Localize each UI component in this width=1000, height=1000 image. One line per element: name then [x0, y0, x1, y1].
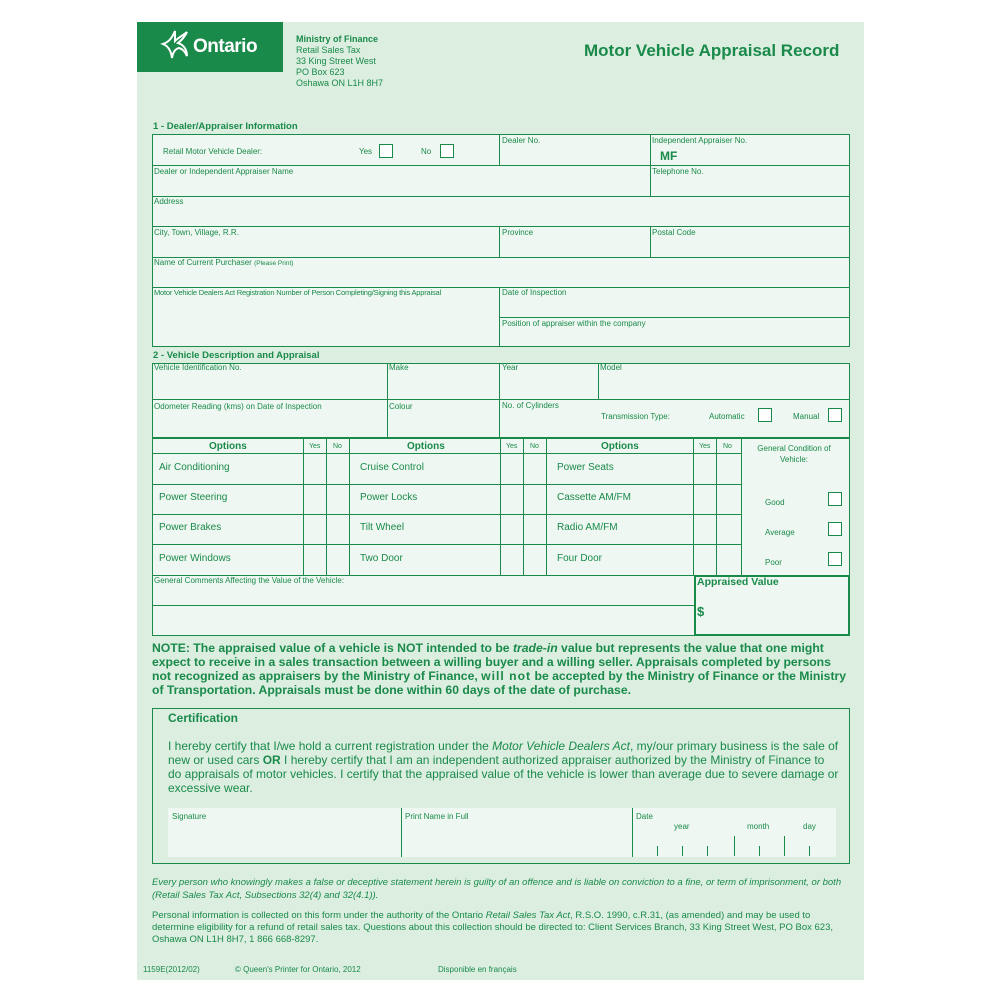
address-label: Address [154, 197, 184, 206]
inspection-date-label: Date of Inspection [502, 288, 567, 297]
automatic-label: Automatic [709, 412, 745, 421]
comments-label: General Comments Affecting the Value of the Vehicle: [154, 576, 345, 585]
position-label: Position of appraiser within the company [502, 319, 646, 328]
copyright: © Queen's Printer for Ontario, 2012 [235, 965, 361, 974]
city-label: City, Town, Village, R.R. [154, 228, 239, 237]
appraiser-name-label: Dealer or Independent Appraiser Name [154, 167, 294, 176]
dealer-yes-checkbox[interactable] [379, 144, 393, 158]
address-line: Oshawa ON L1H 8H7 [296, 78, 384, 88]
trillium-icon [157, 28, 193, 64]
manual-label: Manual [793, 412, 820, 421]
postal-code-label: Postal Code [652, 228, 696, 237]
option-item: Cruise Control [360, 462, 424, 473]
print-name-label: Print Name in Full [405, 812, 469, 821]
purchaser-label: Name of Current Purchaser (Please Print) [154, 258, 294, 267]
condition-poor-checkbox[interactable] [828, 552, 842, 566]
option-item: Power Brakes [159, 522, 222, 533]
independent-appraiser-no-label: Independent Appraiser No. [652, 136, 748, 145]
no-label: No [421, 147, 432, 156]
transmission-label: Transmission Type: [601, 412, 670, 421]
options-header: Options [209, 441, 247, 452]
note-paragraph: NOTE: The appraised value of a vehicle is NOT intended to be trade-in value but represents the value that one might expect to receive in a sales transaction between a willing buyer and a willing seller. Appraisals completed by persons not recognized as appraisers by the Ministry of Finance, will not be accepted by the Ministry of Finance or the Ministry of Transportation. Appraisals must be done within 60 days of the date of purchase. [152, 641, 847, 697]
retail-dealer-label: Retail Motor Vehicle Dealer: [163, 147, 263, 156]
option-item: Tilt Wheel [360, 522, 405, 533]
options-header: Options [407, 441, 445, 452]
address-line: PO Box 623 [296, 67, 345, 77]
form-number: 1159E(2012/02) [143, 965, 200, 974]
appraiser-no-value[interactable]: MF [660, 149, 678, 163]
french-available: Disponible en français [438, 965, 517, 974]
condition-good-label: Good [765, 498, 785, 507]
form-title: Motor Vehicle Appraisal Record [584, 41, 840, 60]
options-header: Options [601, 441, 639, 452]
address-line: 33 King Street West [296, 56, 376, 66]
year-label: year [674, 822, 690, 831]
offence-statement: Every person who knowingly makes a false or deceptive statement herein is guilty of an offence and is liable on conviction to a fine, or term of imprisonment, or both (Retail Sales Tax Act, Subsections 32(4) and 32(4.1)). [152, 877, 842, 901]
option-item: Four Door [557, 553, 603, 564]
day-label: day [803, 822, 816, 831]
option-item: Radio AM/FM [557, 522, 618, 533]
vehicle-description-table [152, 363, 850, 438]
condition-average-checkbox[interactable] [828, 522, 842, 536]
no-col-header: No [333, 443, 342, 450]
option-item: Cassette AM/FM [557, 492, 631, 503]
vin-label: Vehicle Identification No. [154, 363, 242, 372]
general-condition-header: General Condition of Vehicle: [757, 444, 831, 464]
ministry-address [296, 34, 383, 89]
province-label: Province [502, 228, 534, 237]
date-label: Date [636, 812, 653, 821]
option-item: Two Door [360, 553, 403, 564]
section1-heading: 1 - Dealer/Appraiser Information [153, 121, 298, 132]
privacy-statement: Personal information is collected on this form under the authority of the Ontario Retail Sales Tax Act, R.S.O. 1990, c.R.31, (as amended) and may be used to determine eligibility for a refund of retail sales tax. Questions about this collection should be directed to: Client Services Branch, 33 King Street West, PO Box 623, Oshawa ON L1H 8H7, 1 866 668-8297. [152, 910, 834, 945]
colour-label: Colour [389, 402, 413, 411]
no-col-header: No [530, 443, 539, 450]
automatic-checkbox[interactable] [758, 408, 772, 422]
dealer-no-label: Dealer No. [502, 136, 541, 145]
cylinders-label: No. of Cylinders [502, 401, 559, 410]
ontario-logo-text: Ontario [193, 36, 258, 57]
ontario-banner [137, 22, 283, 72]
yes-col-header: Yes [506, 443, 518, 450]
yes-col-header: Yes [699, 443, 711, 450]
option-item: Power Seats [557, 462, 614, 473]
telephone-label: Telephone No. [652, 167, 704, 176]
address-line: Retail Sales Tax [296, 45, 361, 55]
ministry-name: Ministry of Finance [296, 34, 379, 44]
option-item: Power Windows [159, 553, 231, 564]
signature-row [168, 808, 836, 857]
yes-col-header: Yes [309, 443, 321, 450]
signature-label: Signature [172, 812, 207, 821]
year-label: Year [502, 363, 519, 372]
option-item: Power Locks [360, 492, 418, 503]
appraised-value-label: Appraised Value [697, 576, 779, 588]
yes-label: Yes [359, 147, 373, 156]
option-item: Power Steering [159, 492, 228, 503]
certification-text: I hereby certify that I/we hold a current registration under the Motor Vehicle Dealers Act, my/our primary business is the sale of new or used cars OR I hereby certify that I am an independent authorized appraiser authorized by the Ministry of Finance to do appraisals of motor vehicles. I certify that the appraised value of the vehicle is lower than average due to severe damage or excessive wear. [168, 739, 839, 795]
registration-label: Motor Vehicle Dealers Act Registration Number of Person Completing/Signing this Appraisal [154, 288, 441, 297]
dealer-no-checkbox[interactable] [440, 144, 454, 158]
model-label: Model [600, 363, 622, 372]
make-label: Make [389, 363, 409, 372]
option-item: Air Conditioning [159, 462, 230, 473]
odometer-label: Odometer Reading (kms) on Date of Inspection [154, 402, 322, 411]
dollar-sign: $ [697, 604, 705, 619]
month-label: month [747, 822, 770, 831]
condition-poor-label: Poor [765, 558, 782, 567]
certification-title: Certification [168, 711, 239, 725]
condition-average-label: Average [765, 528, 795, 537]
section2-heading: 2 - Vehicle Description and Appraisal [153, 350, 320, 361]
no-col-header: No [723, 443, 732, 450]
condition-good-checkbox[interactable] [828, 492, 842, 506]
manual-checkbox[interactable] [828, 408, 842, 422]
